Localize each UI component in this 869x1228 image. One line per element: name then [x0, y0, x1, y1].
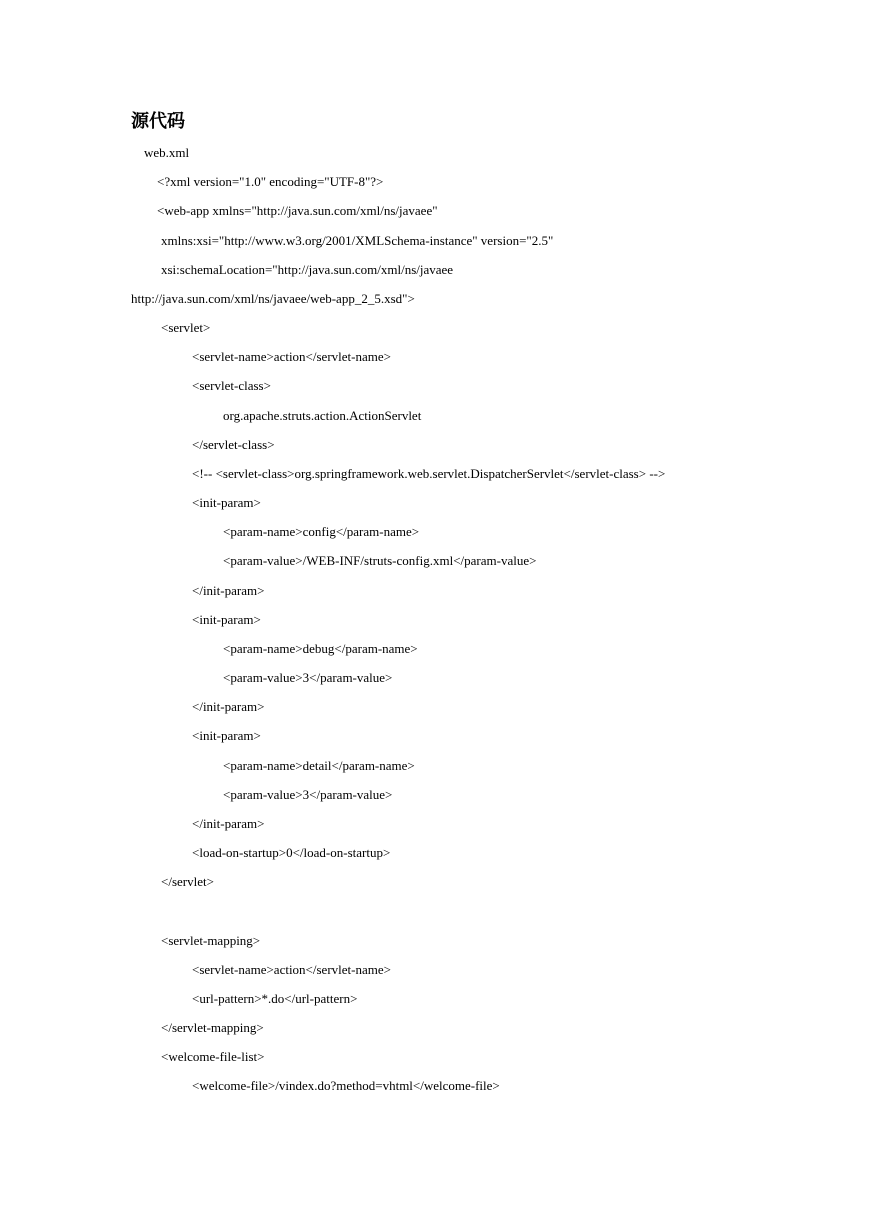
- code-line: <param-name>detail</param-name>: [223, 758, 415, 773]
- code-filename: web.xml: [144, 145, 190, 160]
- code-line: <param-name>config</param-name>: [223, 524, 420, 539]
- code-line: <param-value>3</param-value>: [223, 787, 393, 802]
- code-line: http://java.sun.com/xml/ns/javaee/web-app_2_5.xsd">: [131, 291, 415, 306]
- code-line: <param-name>debug</param-name>: [223, 641, 418, 656]
- code-line: </servlet-class>: [192, 437, 275, 452]
- code-line: <param-value>/WEB-INF/struts-config.xml</param-value>: [223, 553, 537, 568]
- code-line: </init-param>: [192, 816, 265, 831]
- code-line: <web-app xmlns="http://java.sun.com/xml/ns/javaee": [157, 203, 438, 218]
- code-line: <servlet-mapping>: [161, 933, 261, 948]
- code-line: <load-on-startup>0</load-on-startup>: [192, 845, 391, 860]
- code-line: </servlet-mapping>: [161, 1020, 264, 1035]
- code-line: <init-param>: [192, 612, 261, 627]
- code-line: xmlns:xsi="http://www.w3.org/2001/XMLSchema-instance" version="2.5": [161, 233, 554, 248]
- section-heading: 源代码: [131, 111, 185, 132]
- code-line: <servlet-class>: [192, 378, 271, 393]
- code-comment-line: <!-- <servlet-class>org.springframework.web.servlet.DispatcherServlet</servlet-class> -->: [192, 466, 666, 481]
- code-line: <init-param>: [192, 495, 261, 510]
- code-line: <welcome-file-list>: [161, 1049, 265, 1064]
- code-line: <servlet>: [161, 320, 211, 335]
- code-line: </init-param>: [192, 583, 265, 598]
- code-line: org.apache.struts.action.ActionServlet: [223, 408, 422, 423]
- code-line: </servlet>: [161, 874, 214, 889]
- code-line: <url-pattern>*.do</url-pattern>: [192, 991, 358, 1006]
- code-line: <init-param>: [192, 728, 261, 743]
- code-line: <servlet-name>action</servlet-name>: [192, 349, 391, 364]
- code-line: <welcome-file>/vindex.do?method=vhtml</welcome-file>: [192, 1078, 500, 1093]
- code-line: <?xml version="1.0" encoding="UTF-8"?>: [157, 174, 384, 189]
- code-line: </init-param>: [192, 699, 265, 714]
- code-line: <param-value>3</param-value>: [223, 670, 393, 685]
- code-line: xsi:schemaLocation="http://java.sun.com/xml/ns/javaee: [161, 262, 454, 277]
- code-line: <servlet-name>action</servlet-name>: [192, 962, 391, 977]
